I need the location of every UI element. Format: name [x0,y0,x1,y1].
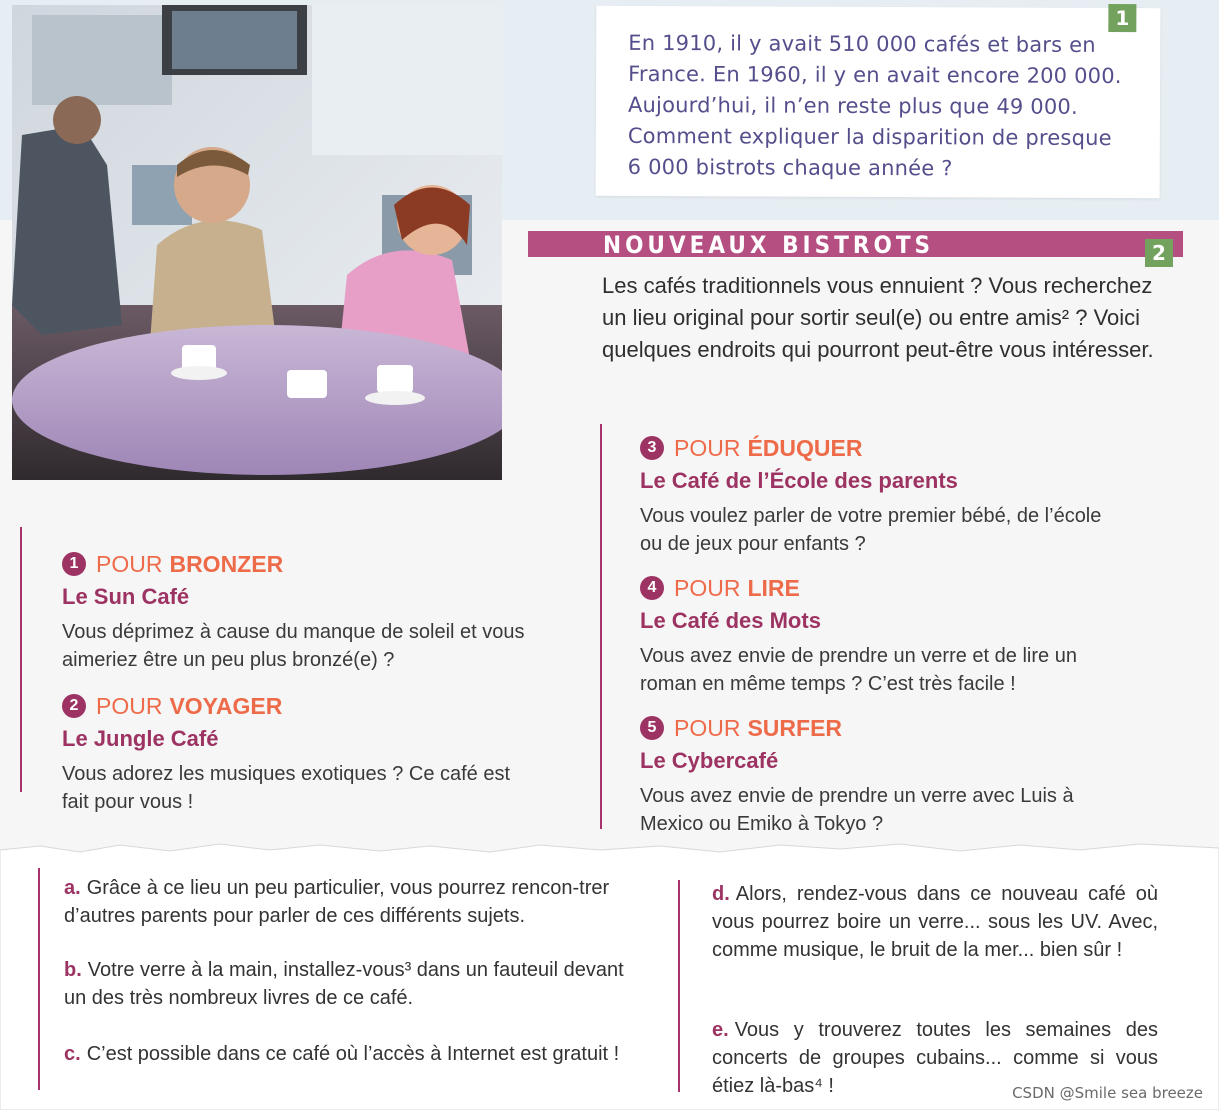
answer-a [64,874,646,930]
item-number-badge: 3 [640,436,664,460]
answers-right-rule [678,880,680,1092]
section-number-1: 1 [1108,4,1136,32]
answer-b [64,956,646,1012]
item-cafe-name: Le Jungle Café [62,726,219,751]
answer-d [712,880,1158,964]
item-cafe-name: Le Café des Mots [640,608,821,633]
item-description: Vous avez envie de prendre un verre et de lire un roman en même temps ? C’est très facile ! [640,645,1077,695]
item-heading [640,712,1110,744]
item-heading [640,432,1110,464]
item-cafe-name: Le Sun Café [62,584,190,609]
answers-left-rule [38,868,40,1090]
item-pour-label: POUR [96,550,163,577]
item-number-badge: 4 [640,576,664,600]
section-header [528,227,1183,265]
answer-letter: e. [712,1019,729,1041]
item-keyword: VOYAGER [169,692,283,719]
answer-text: Alors, rendez-vous dans ce nouveau café où vous pourrez boire un verre... sous les UV. Avec, comme musique, le bruit de la mer... bien sûr ! [712,883,1158,961]
item-number-badge: 1 [62,552,86,576]
item-description: Vous déprimez à cause du manque de soleil et vous aimeriez être un peu plus bronzé(e) ? [62,621,525,671]
intro-note-text: En 1910, il y avait 510 000 cafés et bars en France. En 1960, il y en avait encore 200 000. Aujourd’hui, il n’en reste plus que 49 000. Comment expliquer la disparition de presque 6 000 bistrots chaque année ? [627,30,1122,181]
answer-c [64,1040,646,1068]
section-title: NOUVEAUX BISTROTS [603,231,935,259]
section-number-2: 2 [1145,239,1173,267]
watermark: CSDN @Smile sea breeze [1012,1084,1203,1102]
list-item-voyager [62,690,532,816]
item-number-badge: 2 [62,694,86,718]
item-pour-label: POUR [674,574,741,601]
item-description: Vous avez envie de prendre un verre avec Luis à Mexico ou Emiko à Tokyo ? [640,785,1074,835]
item-description: Vous voulez parler de votre premier bébé, de l’école ou de jeux pour enfants ? [640,505,1102,555]
item-keyword: LIRE [747,574,800,601]
answer-text: Vous y trouverez toutes les semaines des concerts de groupes cubains... comme si vous étiez là-bas⁴ ! [712,1019,1158,1097]
item-pour-label: POUR [674,434,741,461]
item-pour-label: POUR [96,692,163,719]
item-number-badge: 5 [640,716,664,740]
item-heading [62,690,532,722]
answer-text: C’est possible dans ce café où l’accès à Internet est gratuit ! [86,1043,620,1065]
list-item-eduquer [640,432,1110,558]
item-pour-label: POUR [674,714,741,741]
answer-text: Grâce à ce lieu un peu particulier, vous pourrez rencon-trer d’autres parents pour parler de ces différents sujets. [64,877,610,927]
list-item-bronzer [62,548,552,674]
item-heading [640,572,1110,604]
item-cafe-name: Le Café de l’École des parents [640,468,958,493]
list-item-lire [640,572,1110,698]
section-intro: Les cafés traditionnels vous ennuient ? Vous recherchez un lieu original pour sortir seul(e) ou entre amis² ? Voici quelques endroits qui pourront peut-être vous intéresser. [602,273,1154,362]
item-keyword: SURFER [747,714,843,741]
item-cafe-name: Le Cybercafé [640,748,779,773]
answer-text: Votre verre à la main, installez-vous³ dans un fauteuil devant un des très nombreux livres de ce café. [64,959,624,1009]
item-heading [62,548,552,580]
answer-letter: c. [64,1043,81,1065]
answer-letter: d. [712,883,730,905]
cafe-photo-illustration [12,5,502,480]
item-keyword: BRONZER [169,550,284,577]
right-column-rule [600,424,602,829]
cafe-photo [12,5,502,480]
item-description: Vous adorez les musiques exotiques ? Ce café est fait pour vous ! [62,763,511,813]
intro-note-card [596,6,1161,198]
item-keyword: ÉDUQUER [747,434,863,461]
answer-letter: b. [64,959,82,981]
list-item-surfer [640,712,1110,838]
answer-letter: a. [64,877,81,899]
left-column-rule [20,527,22,792]
